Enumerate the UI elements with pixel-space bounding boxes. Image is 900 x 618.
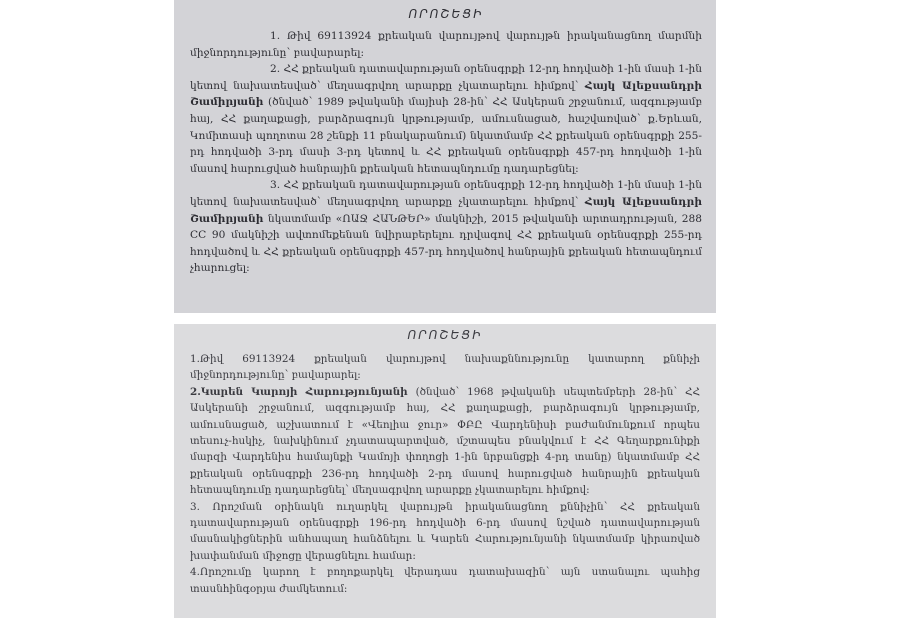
decision-paragraph-2: [190, 61, 702, 177]
divider: [174, 313, 716, 324]
accused-name: Հայկ Ալեքսանդրի Շամիրյանի: [190, 195, 702, 225]
decision-paragraph-1: 1. Թիվ 69113924 քրեական վարույթով վարույթն իրականացնող մարմնի միջնորդությունը՝ բավարարել:: [190, 30, 702, 59]
decision-document-top: [174, 0, 716, 313]
decision-paragraph-3: 3. Որոշման օրինակն ուղարկել վարույթն իրականացնող քննիչին՝ ՀՀ քրեական դատավարության օրենսգրքի 196-րդ հոդվածի 6-րդ մասով նշված դատավարության մասնակիցներին անհապաղ հանձնելու և Կարեն Հարությունյանի նկատմամբ կիրառված խափանման միջոցը վերացնելու համար:: [190, 500, 700, 562]
decision-paragraph-1: 1.Թիվ 69113924 քրեական վարույթով նախաքննությունը կատարող քննիչի միջնորդությունը՝ բավարարել:: [190, 353, 700, 382]
decision-heading: ՈՐՈՇԵՑԻ: [407, 328, 483, 342]
paragraph-2-intro: 2. ՀՀ քրեական դատավարության օրենսգրքի 12-րդ հոդվածի 1-ին մասի 1-ին կետով նախատեսված՝ մեղսագրվող արարքը չկատարելու հիմքով՝: [190, 63, 702, 92]
decision-paragraph-2: [190, 384, 700, 499]
decision-document-bottom: [174, 324, 716, 618]
paragraph-3-text: նկատմամբ «ՈԱՋ ՀԱՆԹԵՐ» մակնիշի, 2015 թվականի արտադրության, 288 CC 90 մակնիշի ավտոմեքենան նվիրաբերելու դրվագով ՀՀ քրեական օրենսգրքի 255-րդ հոդվածով և ՀՀ քրեական օրենսգրքի 457-րդ հոդվածով հանրային քրեական հետապնդում չհարուցել:: [190, 212, 703, 275]
decision-heading: ՈՐՈՇԵՑԻ: [408, 7, 484, 21]
paragraph-2-text: (ծնված՝ 1968 թվականի սեպտեմբերի 28-ին՝ ՀՀ Ասկերանի շրջանում, ազգությամբ հայ, ՀՀ քաղաքացի, բարձրագույն կրթությամբ, ամուսնացած, աշխատում է «Վեոլիա ջուր» ՓԲԸ Վարդենիսի բաժանմունքում որպես տեսուչ-հսկիչ, նախկինում չդատապարտված, մշտապես բնակվում է ՀՀ Գեղարքունիքի մարզի Վարդենիս համայնքի Կամոյի փողոցի 1-ին նրբանցքի 4-րդ տանը) նկատմամբ ՀՀ քրեական օրենսգրքի 236-րդ հոդվածի 2-րդ մասով հարուցված հանրային քրեական հետապնդումը դադարեցնել՝ մեղսագրվող արարքը չկատարելու հիմքով:: [190, 385, 700, 497]
accused-name: Հայկ Ալեքսանդրի Շամիրյանի: [190, 79, 702, 109]
decision-paragraph-4: 4.Որոշումը կարող է բողոքարկել վերադաս դատախազին՝ այն ստանալու պահից տասնհինգօրյա ժամկետում:: [190, 566, 700, 595]
decision-paragraph-3: [190, 177, 702, 277]
paragraph-3-intro: 3. ՀՀ քրեական դատավարության օրենսգրքի 12-րդ հոդվածի 1-ին մասի 1-ին կետով նախատեսված՝ մեղսագրվող արարքը չկատարելու հիմքով՝: [190, 179, 702, 208]
paragraph-2-text: (ծնված՝ 1989 թվականի մայիսի 28-ին՝ ՀՀ Ասկերան շրջանում, ազգությամբ հայ, ՀՀ քաղաքացի, բարձրագույն կրթությամբ, ամուսնացած, հաշվառված՝ ք.Երևան, Կոմիտասի պողոտա 28 շենքի 11 բնակարանում) նկատմամբ ՀՀ քրեական օրենսգրքի 255-րդ հոդվածի 3-րդ մասի 3-րդ կետով և ՀՀ քրեական օրենսգրքի 457-րդ հոդվածի 1-ին մասով հարուցված հանրային քրեական հետապնդումը դադարեցնել:: [190, 96, 702, 175]
accused-name: 2.Կարեն Կարոյի Հարությունյանի: [190, 385, 408, 398]
